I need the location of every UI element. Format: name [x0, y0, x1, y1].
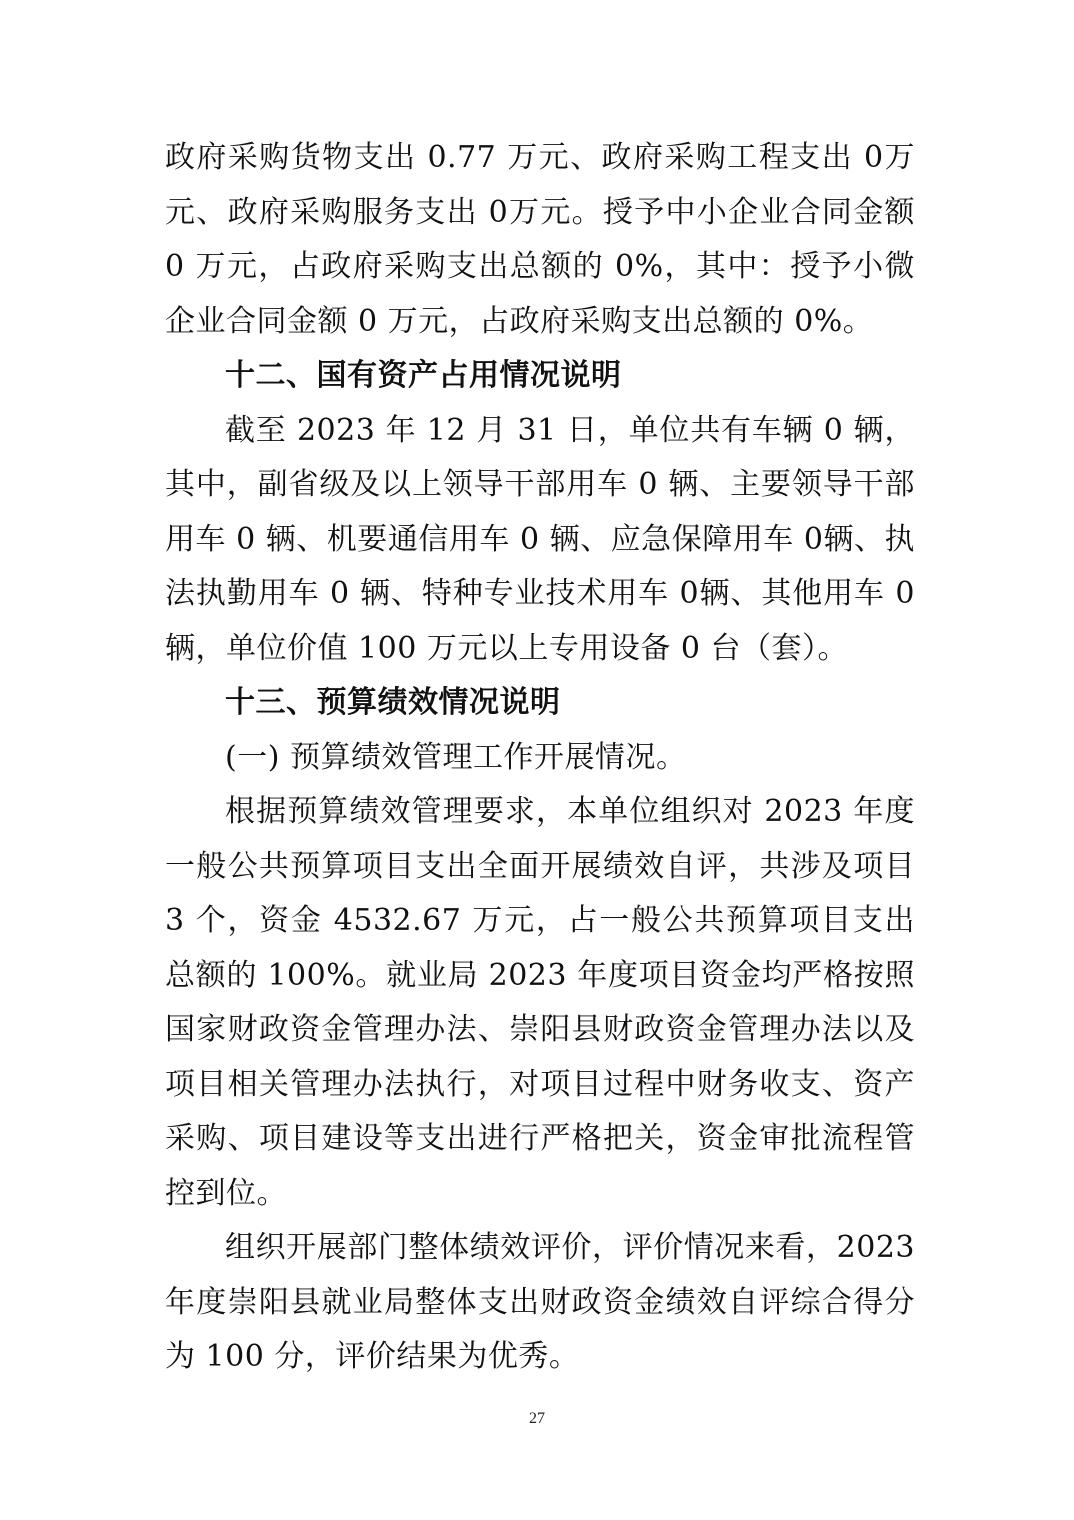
subsection-heading-1: (一) 预算绩效管理工作开展情况。	[225, 739, 687, 775]
section-heading-12: 十二、国有资产占用情况说明	[225, 358, 622, 393]
paragraph-overall-evaluation: 组织开展部门整体绩效评价，评价情况来看，2023 年度崇阳县就业局整体支出财政资金绩效自评综合得分为 100 分，评价结果为优秀。	[165, 1230, 915, 1374]
section-heading-13: 十三、预算绩效情况说明	[225, 685, 561, 720]
page-number: 27	[529, 1410, 545, 1427]
document-body	[165, 131, 915, 1385]
paragraph-performance-management: 根据预算绩效管理要求，本单位组织对 2023 年度一般公共预算项目支出全面开展绩效自评，共涉及项目 3 个，资金 4532.67 万元，占一般公共预算项目支出总额的 100%。就业局 2023 年度项目资金均严格按照国家财政资金管理办法、崇阳县财政资金管理办法以及项目相关管理办法执行，对项目过程中财务收支、资产采购、项目建设等支出进行严格把关，资金审批流程管控到位。	[165, 794, 915, 1211]
paragraph-procurement: 政府采购货物支出 0.77 万元、政府采购工程支出 0万元、政府采购服务支出 0万元。授予中小企业合同金额 0 万元，占政府采购支出总额的 0%，其中：授予小微企业合同金额 0 万元，占政府采购支出总额的 0%。	[165, 140, 915, 339]
paragraph-assets: 截至 2023 年 12 月 31 日，单位共有车辆 0 辆，其中，副省级及以上领导干部用车 0 辆、主要领导干部用车 0 辆、机要通信用车 0 辆、应急保障用车 0辆、执法执勤用车 0 辆、特种专业技术用车 0辆、其他用车 0 辆，单位价值 100 万元以上专用设备 0 台（套）。	[165, 412, 915, 666]
